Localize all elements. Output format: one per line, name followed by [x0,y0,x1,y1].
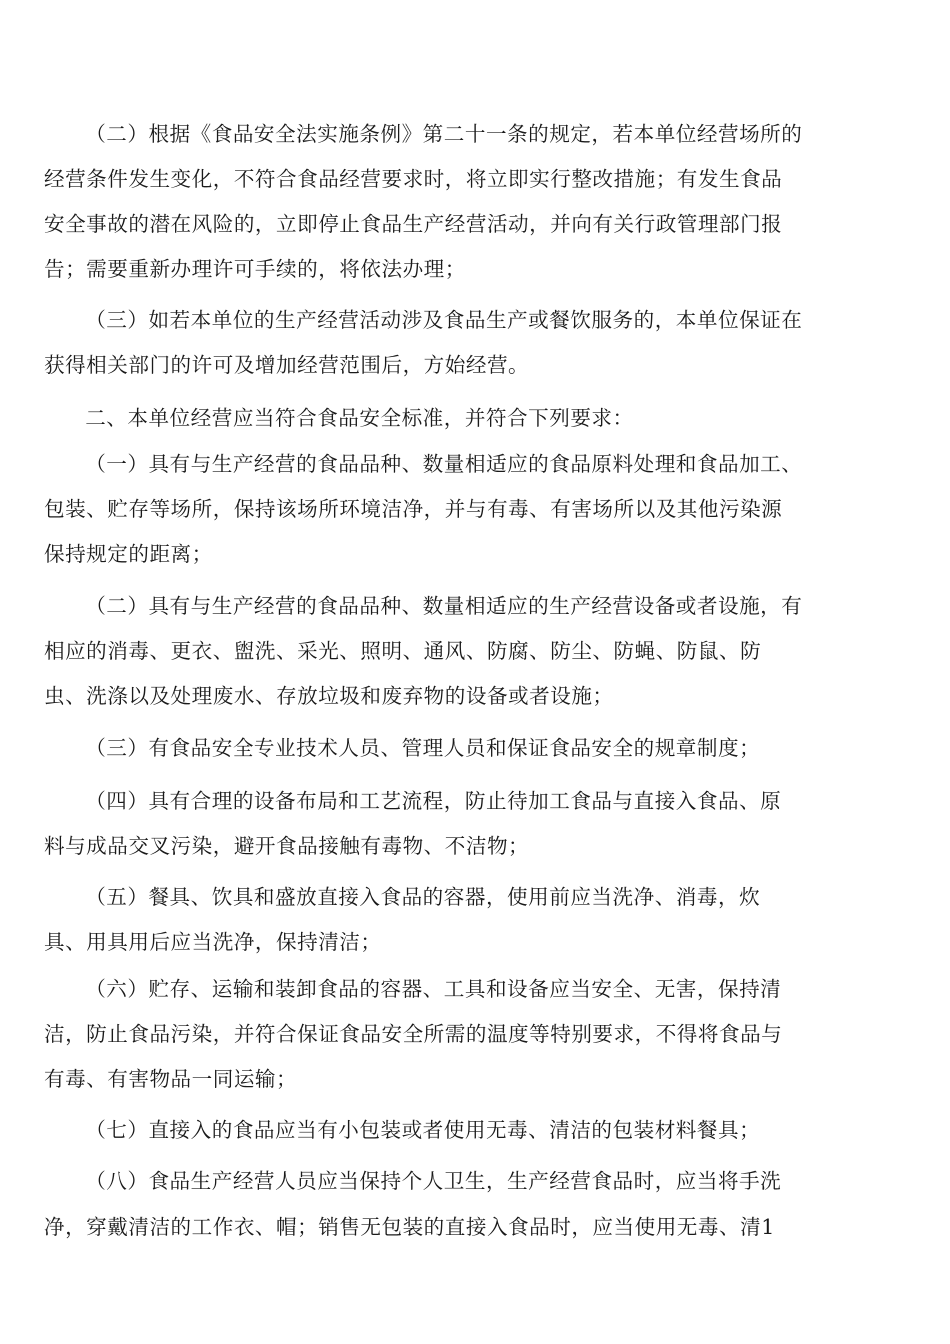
paragraph [44,779,906,869]
text-line: 料与成品交叉污染，避开食品接触有毒物、不洁物； [44,834,530,858]
text-line: （二）具有与生产经营的食品品种、数量相适应的生产经营设备或者设施，有 [85,594,803,618]
text-line: （六）贮存、运输和装卸食品的容器、工具和设备应当安全、无害，保持清 [85,977,782,1001]
text-line: （三）如若本单位的生产经营活动涉及食品生产或餐饮服务的，本单位保证在 [85,308,803,332]
text-line: 包装、贮存等场所，保持该场所环境洁净，并与有毒、有害场所以及其他污染源 [44,497,783,521]
text-line: （四）具有合理的设备布局和工艺流程，防止待加工食品与直接入食品、原 [85,789,782,813]
text-line: （七）直接入的食品应当有小包装或者使用无毒、清洁的包装材料餐具； [85,1118,761,1142]
paragraph [44,1108,906,1153]
text-line: 经营条件发生变化，不符合食品经营要求时，将立即实行整改措施；有发生食品 [44,167,783,191]
page-number: 1 [761,1215,775,1239]
paragraph [44,726,906,771]
paragraph [44,298,906,388]
section-heading [44,396,906,441]
text-line: （五）餐具、饮具和盛放直接入食品的容器，使用前应当洗净、消毒，炊 [85,885,761,909]
paragraph [44,875,906,965]
paragraph [44,442,906,577]
paragraph [44,1159,844,1204]
paragraph [44,584,906,719]
text-line: 虫、洗涤以及处理废水、存放垃圾和废弃物的设备或者设施； [44,684,614,708]
paragraph [44,967,906,1102]
tail-text: 净，穿戴清洁的工作衣、帽；销售无包装的直接入食品时，应当使用无毒、清 [44,1215,762,1239]
text-line: （二）根据《食品安全法实施条例》第二十一条的规定，若本单位经营场所的 [85,122,803,146]
text-line: （一）具有与生产经营的食品品种、数量相适应的食品原料处理和食品加工、 [85,452,803,476]
text-line [44,1205,906,1250]
text-line: 有毒、有害物品一同运输； [44,1067,298,1091]
text-line: 洁，防止食品污染，并符合保证食品安全所需的温度等特别要求，不得将食品与 [44,1022,783,1046]
text-line: 获得相关部门的许可及增加经营范围后，方始经营。 [44,353,530,377]
text-line: 保持规定的距离； [44,542,213,566]
paragraph [44,112,906,292]
text-line: （八）食品生产经营人员应当保持个人卫生，生产经营食品时，应当将手洗 [85,1169,782,1193]
text-line: 二、本单位经营应当符合食品安全标准，并符合下列要求： [85,406,634,430]
text-line: 告；需要重新办理许可手续的，将依法办理； [44,257,466,281]
text-line: （三）有食品安全专业技术人员、管理人员和保证食品安全的规章制度； [85,736,761,760]
text-line: 相应的消毒、更衣、盥洗、采光、照明、通风、防腐、防尘、防蝇、防鼠、防 [44,639,762,663]
text-line: 具、用具用后应当洗净，保持清洁； [44,930,382,954]
text-line: 安全事故的潜在风险的，立即停止食品生产经营活动，并向有关行政管理部门报 [44,212,783,236]
